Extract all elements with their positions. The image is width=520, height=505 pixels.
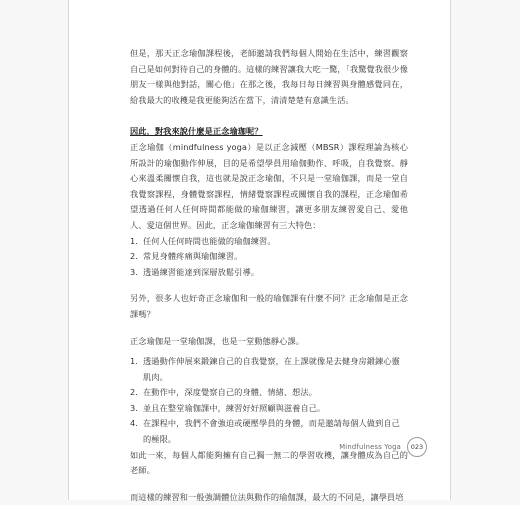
paragraph-definition: 正念瑜伽（mindfulness yoga）是以正念減壓（MBSR）課程理論為核心所設計的瑜伽動作伸展，目的是希望學員用瑜伽動作、呼吸，自我覺察、靜心來溫柔關懷自我，這也就是說正念瑜伽，不只是一堂瑜伽課，而是一堂自我覺察課程，身體覺察課程，情緒覺察課程或關懷自我的課程，正念瑜伽希望透過任何人任何時間都能做的瑜伽練習，讓更多朋友練習愛自己、愛他人、愛這個世界。因此，正念瑜伽練習有三大特色： [130,141,408,230]
paragraph-answer: 正念瑜伽是一堂瑜伽課，也是一堂動態靜心課。 [130,335,305,346]
list-item [130,249,408,265]
features-list [130,234,408,281]
list-item [130,234,408,250]
list-number: 1. [130,356,139,367]
paragraph-continued: 而這樣的練習和一般強調體位法與動作的瑜伽課，最大的不同是，讓學員培 [130,491,404,502]
list-text: 在動作中，深度覺察自己的身體、情緒、想法。 [143,387,318,398]
paragraph-conclusion: 如此一來，每個人都能夠擁有自己獨一無二的學習收穫，讓身體成為自己的老師。 [130,449,408,476]
list-text: 並且在整堂瑜伽課中，練習好好照顧與滋養自己。 [143,402,326,413]
list-number: 2. [130,251,139,262]
page-number-badge: 023 [407,437,427,457]
list-text: 常見身體疼痛與瑜伽練習。 [143,251,243,262]
list-item [130,385,408,401]
list-number: 1. [130,235,139,246]
page-footer [339,437,427,457]
list-number: 3. [130,266,139,277]
list-item [130,401,408,417]
list-text: 在課程中，我們不會強迫或硬壓學員的身體，而是邀請每個人做到自己的極限。 [143,418,400,445]
paragraph-intro: 但是，那天正念瑜伽課程後，老師邀請我們每個人開始在生活中，練習觀察自己是如何對待自己的身體的。這樣的練習讓我大吃一驚，「我驚覺我很少像朋友一樣與他對話，關心他」在那之後，我每日每日練習與身體感覺同在，給我最大的收穫是我更能夠活在當下，清清楚楚有意識生活。 [130,48,408,105]
list-number: 2. [130,387,139,398]
section-heading: 因此，對我來說什麼是正念瑜珈呢？ [130,126,263,137]
list-text: 透過動作伸展來鍛鍊自己的自我覺察，在上課就像是去健身房鍛鍊心靈肌肉。 [143,356,400,382]
list-number: 3. [130,402,139,413]
paragraph-question: 另外，很多人也好奇正念瑜伽和一般的瑜伽課有什麼不同？正念瑜伽是正念課嗎？ [130,293,408,319]
running-footer-title: Mindfulness Yoga [339,443,401,451]
list-item [130,354,408,385]
list-text: 任何人任何時間也能做的瑜伽練習。 [143,235,276,246]
book-page [68,0,451,500]
list-number: 4. [130,418,139,429]
list-item [130,265,408,281]
list-text: 透過練習能達到深層放鬆引導。 [143,266,260,277]
practice-list [130,354,408,448]
